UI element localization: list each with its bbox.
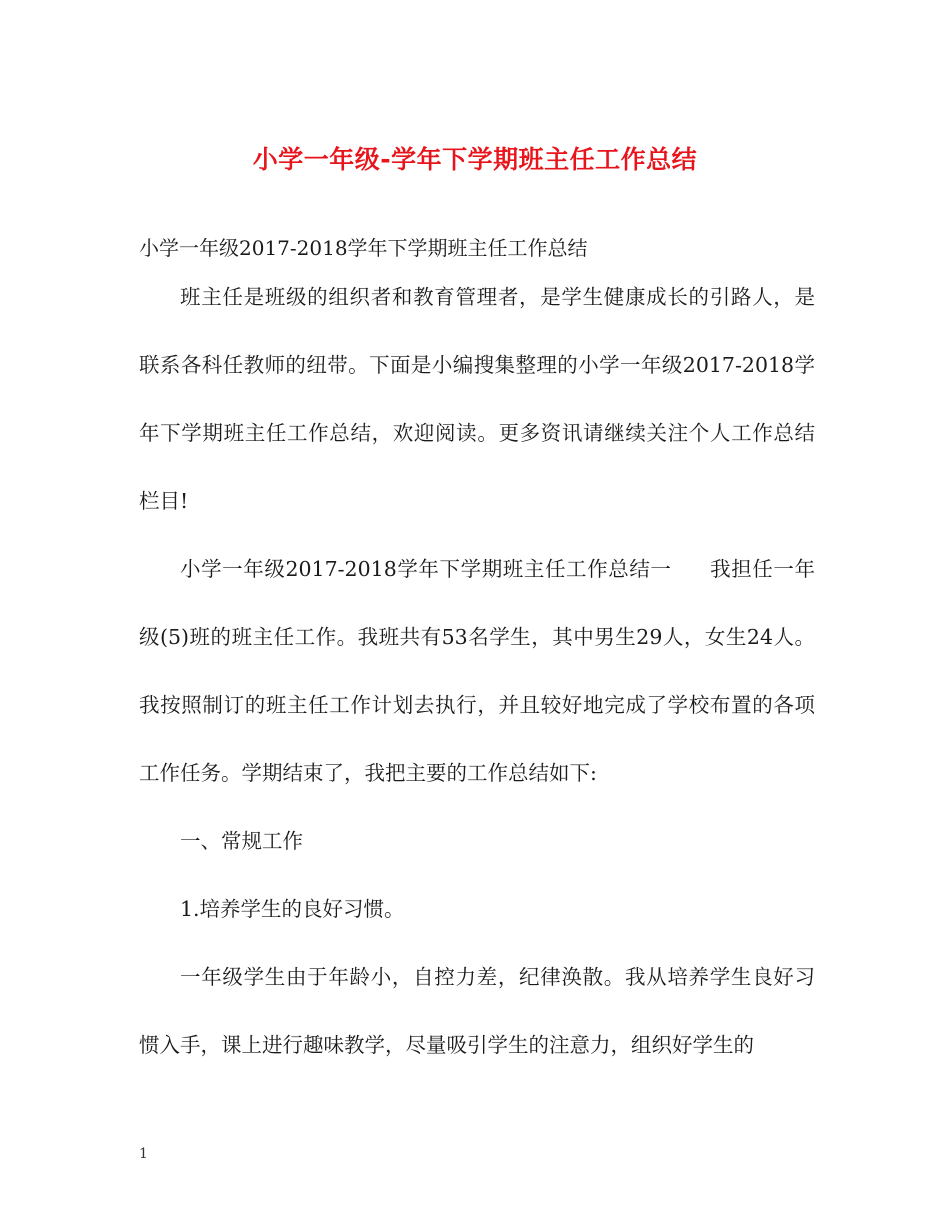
paragraph-intro: 班主任是班级的组织者和教育管理者，是学生健康成长的引路人，是联系各科任教师的纽带。下面是小编搜集整理的小学一年级2017-2018学年下学期班主任工作总结，欢迎阅读。更多资讯请继续关注个人工作总结栏目! — [139, 285, 815, 513]
summary-one-heading: 小学一年级2017-2018学年下学期班主任工作总结一 — [180, 557, 672, 581]
subsection-heading-good-habits: 1.培养学生的良好习惯。 — [180, 897, 405, 921]
paragraph-good-habits: 一年级学生由于年龄小，自控力差，纪律涣散。我从培养学生良好习惯入手，课上进行趣味教学，尽量吸引学生的注意力，组织好学生的 — [139, 965, 815, 1057]
document-body — [139, 263, 815, 1079]
document-title: 小学一年级-学年下学期班主任工作总结 — [252, 145, 698, 174]
summary-one-text: 我担任一年级(5)班的班主任工作。我班共有53名学生，其中男生29人，女生24人。我按照制订的班主任工作计划去执行，并且较好地完成了学校布置的各项工作任务。学期结束了，我把主要的工作总结如下: — [139, 557, 815, 785]
paragraph-summary-one — [139, 535, 815, 807]
document-subtitle: 小学一年级2017-2018学年下学期班主任工作总结 — [139, 236, 588, 260]
section-heading-routine-work: 一、常规工作 — [180, 829, 303, 853]
page-number: 1 — [139, 1146, 148, 1162]
